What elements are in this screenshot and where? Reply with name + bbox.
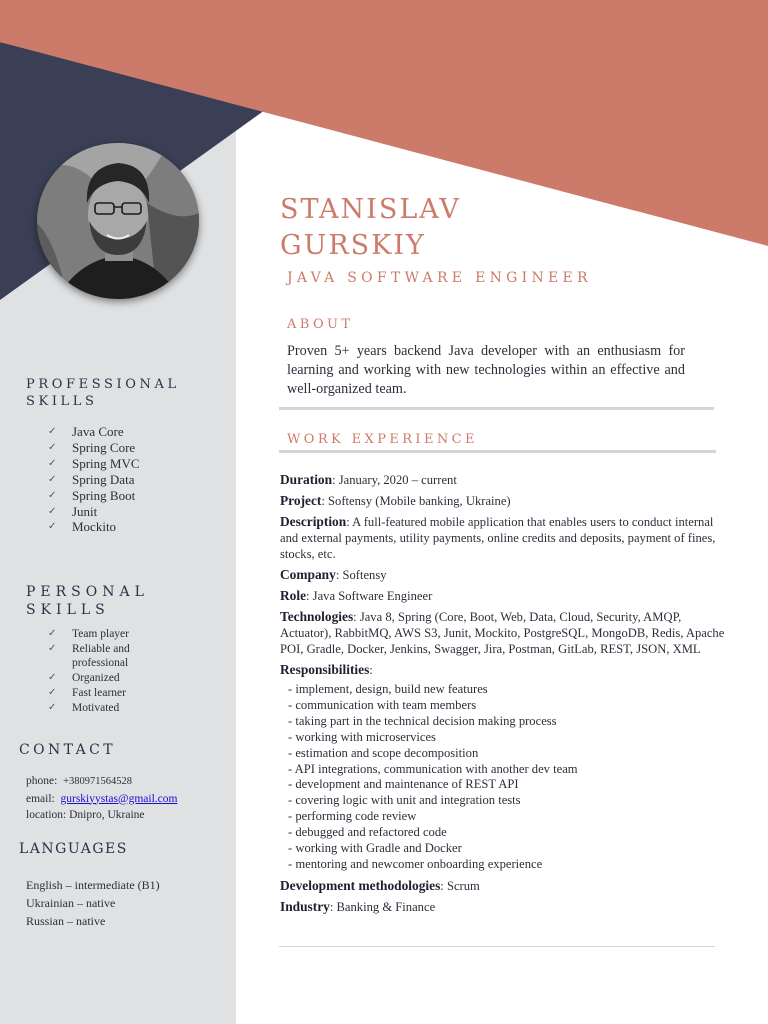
list-item: ✓ Team player [48, 628, 129, 640]
check-icon: ✓ [48, 628, 57, 639]
industry-field: Industry: Banking & Finance [280, 898, 436, 914]
role-field: Role: Java Software Engineer [280, 588, 433, 603]
duration-field: Duration: January, 2020 – current [280, 472, 457, 487]
check-icon: ✓ [48, 505, 57, 517]
list-item: ✓ Organized [48, 672, 120, 684]
personal-skills-heading: PERSONAL SKILLS [26, 584, 149, 618]
check-icon: ✓ [48, 643, 57, 654]
list-item: - mentoring and newcomer onboarding experience [288, 857, 730, 873]
work-experience-heading: WORK EXPERIENCE [287, 432, 478, 447]
person-name [280, 192, 461, 264]
phone-value: +380971564528 [63, 776, 132, 787]
list-item: - API integrations, communication with another dev team [288, 762, 730, 778]
check-icon: ✓ [48, 672, 57, 683]
email-link[interactable]: gurskiyystas@gmail.com [60, 792, 178, 805]
list-item: ✓ Java Core [48, 424, 124, 439]
technologies-field: Technologies: Java 8, Spring (Core, Boot, Web, Data, Cloud, Security, AMQP, Actuator), RabbitMQ, AWS S3, Junit, Mockito, PostgreSQL, MongoDB, Redis, Apache POI, Gradle, Docker, Jenkins, Swagger, Jira, Postman, GitLab, REST, JSON, XML [280, 609, 725, 656]
list-item: - taking part in the technical decision making process [288, 714, 730, 730]
work-experience-entry [280, 472, 730, 920]
first-name: STANISLAV [280, 194, 461, 225]
list-item: ✓ Mockito [48, 519, 117, 535]
location-row: location: Dnipro, Ukraine [26, 809, 145, 821]
last-name: GURSKIY [280, 230, 426, 261]
list-item: ✓ Spring Data [48, 471, 135, 487]
job-title: JAVA SOFTWARE ENGINEER [287, 270, 592, 286]
profile-photo [37, 143, 199, 299]
email-row: email: gurskiyystas@gmail.com [26, 792, 178, 805]
list-item: Ukrainian – native [26, 896, 116, 910]
languages-heading: LANGUAGES [19, 841, 128, 857]
list-item: - implement, design, build new features [288, 682, 730, 698]
project-field: Project: Softensy (Mobile banking, Ukraine) [280, 493, 511, 508]
professional-skills-heading: PROFESSIONAL SKILLS [26, 377, 180, 409]
list-item: ✓ Motivated [48, 702, 120, 714]
list-item: ✓ Spring MVC [48, 455, 140, 471]
professional-skills-list [48, 424, 140, 535]
about-divider [279, 407, 714, 410]
list-item: ✓ Fast learner [48, 687, 126, 699]
about-text: Proven 5+ years backend Java developer with an enthusiasm for learning and working with new technologies within an effective and well-organized team. [287, 343, 685, 397]
contact-block [26, 773, 177, 824]
check-icon: ✓ [48, 702, 57, 713]
languages-list [26, 876, 160, 930]
list-item: - working with microservices [288, 730, 730, 746]
contact-heading: CONTACT [19, 742, 116, 758]
responsibilities-list [280, 682, 730, 873]
check-icon: ✓ [48, 441, 57, 453]
list-item: - estimation and scope decomposition [288, 746, 730, 762]
company-field: Company: Softensy [280, 567, 387, 582]
about-heading: ABOUT [287, 317, 354, 332]
list-item: - debugged and refactored code [288, 825, 730, 841]
list-item: - development and maintenance of REST API [288, 777, 730, 793]
description-field: Description: A full-featured mobile application that enables users to conduct internal and external payments, utility payments, online credits and deposits, payment of fines, stocks, etc. [280, 514, 716, 561]
list-item: - communication with team members [288, 698, 730, 714]
check-icon: ✓ [48, 473, 57, 485]
list-item: English – intermediate (B1) [26, 878, 160, 892]
work-divider [279, 450, 716, 453]
list-item: - working with Gradle and Docker [288, 841, 730, 857]
personal-skills-list [48, 627, 208, 715]
list-item: ✓ Spring Core [48, 439, 136, 455]
list-item: ✓ Junit [48, 503, 98, 519]
list-item: ✓ Reliable and professional [48, 643, 130, 669]
responsibilities-field: Responsibilities: [280, 662, 373, 677]
list-item: Russian – native [26, 914, 106, 928]
check-icon: ✓ [48, 687, 57, 698]
check-icon: ✓ [48, 489, 57, 501]
list-item: - covering logic with unit and integration tests [288, 793, 730, 809]
bottom-divider [279, 946, 715, 947]
phone-row: phone: +380971564528 [26, 775, 132, 787]
list-item: - performing code review [288, 809, 730, 825]
methodologies-field: Development methodologies: Scrum [280, 877, 480, 893]
check-icon: ✓ [48, 457, 57, 469]
list-item: ✓ Spring Boot [48, 487, 136, 503]
check-icon: ✓ [48, 426, 57, 437]
check-icon: ✓ [48, 521, 57, 533]
